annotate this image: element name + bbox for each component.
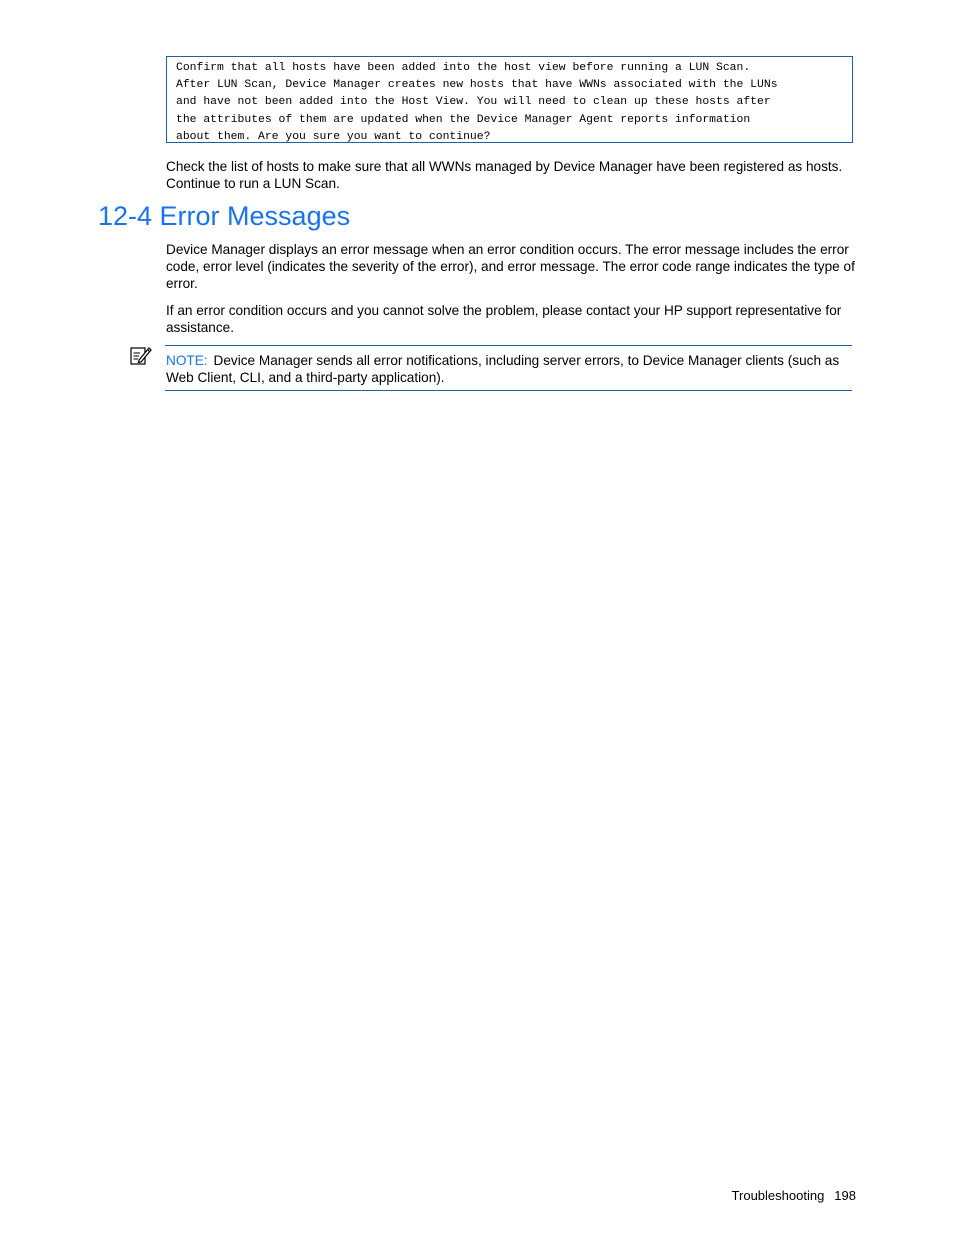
footer-section-name: Troubleshooting <box>731 1188 825 1203</box>
code-line: about them. Are you sure you want to continue? <box>176 130 491 143</box>
code-line: the attributes of them are updated when the Device Manager Agent reports information <box>176 113 751 126</box>
page-footer <box>732 1188 856 1204</box>
note-body: Device Manager sends all error notifications, including server errors, to Device Manager clients (such as Web Client, CLI, and a third-party application). <box>166 353 840 385</box>
section-heading: 12-4 Error Messages <box>98 201 351 231</box>
note-bottom-rule <box>165 390 852 391</box>
contact-support-paragraph: If an error condition occurs and you cannot solve the problem, please contact your HP support representative for assistance. <box>166 303 842 335</box>
code-line: After LUN Scan, Device Manager creates new hosts that have WWNs associated with the LUNs <box>176 79 778 92</box>
page-number: 198 <box>834 1188 856 1203</box>
note-pencil-icon <box>130 345 152 365</box>
note-label: NOTE: <box>166 353 208 368</box>
code-line: and have not been added into the Host View. You will need to clean up these hosts after <box>176 96 771 109</box>
note-text <box>166 352 852 386</box>
error-intro-paragraph: Device Manager displays an error message when an error condition occurs. The error message includes the error code, error level (indicates the severity of the error), and error message. The error code range indicates the type of error. <box>166 242 855 291</box>
check-hosts-paragraph: Check the list of hosts to make sure that all WWNs managed by Device Manager have been registered as hosts. Continue to run a LUN Scan. <box>166 159 843 191</box>
code-block <box>166 56 853 143</box>
code-line: Confirm that all hosts have been added into the host view before running a LUN Scan. <box>176 62 751 74</box>
note-top-rule <box>165 345 852 346</box>
